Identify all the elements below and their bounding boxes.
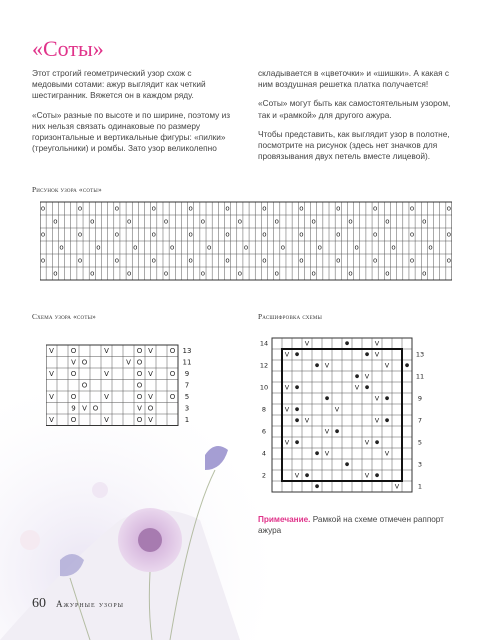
scheme-symbol: V: [104, 415, 109, 424]
scheme-symbol: O: [70, 415, 77, 424]
yarn-over-mark: o: [53, 269, 58, 278]
yarn-over-mark: o: [409, 256, 415, 265]
yarn-over-mark: o: [127, 269, 132, 278]
decoding-symbol: ●: [344, 461, 350, 468]
row-number: 5: [184, 392, 190, 401]
row-number: 14: [259, 339, 269, 348]
text-column-right: [258, 68, 458, 170]
note: [258, 514, 468, 536]
yarn-over-mark: o: [299, 230, 304, 239]
decoding-symbol: V: [364, 438, 370, 447]
row-number: 5: [417, 438, 423, 447]
scheme-symbol: O: [169, 392, 176, 401]
scheme-symbol: V: [49, 346, 54, 355]
yarn-over-mark: o: [77, 230, 83, 239]
paragraph: «Соты» разные по высоте и по ширине, поэтому из них нельзя связать одинаковые по размеру горизонтальные и вертикальные фигуры: «пилки» (треугольники) и ромбы. Зато узор великолепно: [32, 109, 231, 154]
row-number: 7: [184, 381, 190, 390]
yarn-over-mark: o: [348, 269, 353, 278]
decoding-symbol: ●: [364, 384, 370, 391]
yarn-over-mark: o: [262, 230, 267, 239]
yarn-over-mark: o: [372, 230, 378, 239]
decoding-symbol: V: [324, 449, 330, 458]
yarn-over-mark: o: [170, 243, 175, 252]
decoding-symbol: ●: [314, 483, 320, 490]
decoding-symbol: V: [384, 449, 390, 458]
yarn-over-mark: o: [422, 269, 427, 278]
row-number: 1: [184, 415, 190, 424]
yarn-over-mark: o: [336, 256, 341, 265]
note-label: Примечание.: [258, 515, 311, 524]
caption-scheme: Схема узора «соты»: [32, 312, 97, 321]
scheme-grid: [46, 343, 206, 427]
decoding-symbol: V: [284, 438, 290, 447]
scheme-symbol: V: [104, 346, 109, 355]
yarn-over-mark: o: [336, 204, 341, 213]
yarn-over-mark: o: [96, 243, 101, 252]
page-title: «Соты»: [32, 36, 104, 61]
decoding-symbol: V: [374, 394, 380, 403]
yarn-over-mark: o: [311, 269, 316, 278]
decoding-symbol: V: [304, 339, 310, 348]
decoding-symbol: V: [304, 416, 310, 425]
scheme-symbol: O: [81, 381, 88, 390]
decoding-symbol: V: [354, 383, 360, 392]
yarn-over-mark: o: [311, 217, 316, 226]
yarn-over-mark: o: [409, 204, 415, 213]
paragraph: Этот строгий геометрический узор схож с медовыми сотами: ажур выглядит как четкий шестигранник. Вяжется он в каждом ряду.: [32, 68, 206, 101]
page-footer: [32, 594, 124, 612]
scheme-symbol: V: [148, 415, 153, 424]
row-number: 12: [259, 361, 269, 370]
decoding-symbol: ●: [294, 417, 300, 424]
decoding-symbol: ●: [344, 340, 350, 347]
scheme-symbol: V: [82, 404, 87, 413]
scheme-symbol: V: [49, 415, 54, 424]
decoding-symbol: ●: [334, 428, 340, 435]
row-number: 13: [182, 346, 192, 355]
decoding-grid: [258, 336, 430, 498]
yarn-over-mark: o: [90, 217, 95, 226]
decoding-symbol: V: [364, 471, 370, 480]
decoding-symbol: ●: [384, 417, 390, 424]
caption-drawing: Рисунок узора «соты»: [32, 185, 102, 194]
decoding-symbol: V: [374, 339, 380, 348]
yarn-over-mark: o: [225, 204, 230, 213]
decoding-symbol: ●: [364, 351, 370, 358]
yarn-over-mark: o: [391, 243, 396, 252]
scheme-symbol: V: [104, 369, 109, 378]
decoding-symbol: ●: [294, 351, 300, 358]
decoding-symbol: ●: [304, 472, 310, 479]
yarn-over-mark: o: [151, 230, 156, 239]
decoding-symbol: ●: [294, 406, 300, 413]
scheme-symbol: O: [136, 381, 143, 390]
decoding-symbol: ●: [354, 373, 360, 380]
row-number: 9: [417, 394, 423, 403]
decoding-symbol: V: [364, 372, 370, 381]
scheme-symbol: O: [136, 369, 143, 378]
yarn-over-mark: o: [40, 204, 46, 213]
decoding-symbol: V: [284, 405, 290, 414]
yarn-over-mark: o: [299, 204, 304, 213]
paragraph: «Соты» могут быть как самостоятельным узором, так и «рамкой» для другого ажура.: [258, 98, 451, 120]
yarn-over-mark: o: [133, 243, 138, 252]
decoding-symbol: V: [394, 482, 400, 491]
decoding-symbol: V: [334, 405, 340, 414]
paragraph: складывается в «цветочки» и «шишки». А какая с ним воздушная решетка платка получается!: [258, 68, 450, 90]
note-text: Рамкой на схеме отмечен раппорт ажура: [258, 515, 444, 535]
yarn-over-mark: o: [243, 243, 249, 252]
yarn-over-mark: o: [163, 217, 169, 226]
row-number: 11: [182, 358, 192, 367]
yarn-over-mark: o: [274, 217, 279, 226]
yarn-over-mark: o: [188, 230, 193, 239]
scheme-symbol: O: [92, 404, 99, 413]
row-number: 8: [261, 405, 267, 414]
yarn-over-mark: o: [274, 269, 279, 278]
decoding-symbol: ●: [314, 450, 320, 457]
yarn-over-mark: o: [422, 217, 427, 226]
yarn-over-mark: o: [225, 230, 230, 239]
decoding-symbol: V: [374, 350, 380, 359]
decoding-symbol: V: [324, 361, 330, 370]
row-number: 13: [415, 350, 425, 359]
grid-lines: [40, 202, 452, 280]
decoding-symbol: V: [384, 361, 390, 370]
scheme-symbol: O: [136, 392, 143, 401]
yarn-over-mark: o: [446, 230, 452, 239]
yarn-over-mark: o: [385, 269, 390, 278]
scheme-symbol: O: [70, 392, 77, 401]
yarn-over-mark: o: [188, 204, 193, 213]
scheme-symbol: O: [169, 369, 176, 378]
scheme-symbol: V: [148, 369, 153, 378]
decoding-symbol: V: [284, 383, 290, 392]
yarn-over-mark: o: [114, 230, 120, 239]
yarn-over-mark: o: [348, 217, 353, 226]
yarn-over-mark: o: [188, 256, 193, 265]
yarn-over-mark: o: [77, 204, 83, 213]
scheme-symbol: V: [137, 404, 142, 413]
caption-decoding: Расшифровка схемы: [258, 312, 323, 321]
yarn-over-mark: o: [280, 243, 286, 252]
yarn-over-mark: o: [237, 269, 242, 278]
row-number: 9: [184, 369, 190, 378]
row-number: 1: [417, 482, 423, 491]
grid-lines: [46, 345, 178, 426]
yarn-over-mark: o: [385, 217, 390, 226]
decoding-symbol: ●: [384, 395, 390, 402]
yarn-over-mark: o: [40, 230, 46, 239]
yarn-over-mark: o: [163, 269, 169, 278]
scheme-symbol: O: [70, 369, 77, 378]
yarn-over-mark: o: [114, 204, 120, 213]
row-number: 2: [261, 471, 267, 480]
yarn-over-mark: o: [317, 243, 322, 252]
row-number: 7: [417, 416, 423, 425]
row-number: 11: [415, 372, 425, 381]
scheme-symbol: V: [49, 392, 54, 401]
yarn-over-mark: o: [151, 204, 156, 213]
row-number: 10: [259, 383, 269, 392]
yarn-over-mark: o: [262, 204, 267, 213]
page-number: 60: [32, 596, 46, 611]
yarn-over-mark: o: [200, 269, 206, 278]
scheme-symbol: O: [81, 358, 88, 367]
scheme-symbol: O: [70, 346, 77, 355]
yarn-over-mark: o: [114, 256, 120, 265]
decoding-symbol: V: [294, 471, 300, 480]
scheme-symbol: O: [169, 346, 176, 355]
yarn-over-mark: o: [446, 204, 452, 213]
yarn-over-mark: o: [446, 256, 452, 265]
yarn-over-mark: o: [127, 217, 132, 226]
yarn-over-mark: o: [225, 256, 230, 265]
yarn-over-mark: o: [336, 230, 341, 239]
yarn-over-mark: o: [409, 230, 415, 239]
yarn-over-mark: o: [151, 256, 156, 265]
decoding-symbol: ●: [404, 362, 410, 369]
scheme-symbol: O: [147, 404, 154, 413]
row-number: 3: [184, 404, 190, 413]
yarn-over-mark: o: [372, 204, 378, 213]
scheme-symbol: V: [126, 358, 131, 367]
decoding-symbol: ●: [374, 439, 380, 446]
yarn-over-mark: o: [90, 269, 95, 278]
yarn-over-mark: o: [428, 243, 433, 252]
scheme-symbol: V: [71, 358, 76, 367]
scheme-symbol: O: [136, 358, 143, 367]
decoding-symbol: V: [374, 416, 380, 425]
text-column-left: [32, 68, 232, 162]
row-number: 6: [261, 427, 267, 436]
flower-main: [118, 508, 182, 572]
yarn-over-mark: o: [200, 217, 206, 226]
yarn-over-mark: o: [77, 256, 83, 265]
row-number: 3: [417, 460, 423, 469]
yarn-over-mark: o: [262, 256, 267, 265]
decoding-symbol: ●: [374, 472, 380, 479]
decoding-symbol: V: [324, 427, 330, 436]
yarn-over-mark: o: [372, 256, 378, 265]
scheme-symbol: O: [136, 415, 143, 424]
grid-lines: [272, 338, 412, 492]
pattern-drawing-grid: [40, 200, 452, 282]
yarn-over-mark: o: [59, 243, 64, 252]
row-number: 4: [261, 449, 267, 458]
book-title: Ажурные узоры: [56, 599, 124, 609]
yarn-over-mark: o: [354, 243, 359, 252]
scheme-symbol: V: [148, 392, 153, 401]
yarn-over-mark: o: [53, 217, 58, 226]
decoding-symbol: ●: [294, 439, 300, 446]
yarn-over-mark: o: [237, 217, 242, 226]
decoding-symbol: ●: [314, 362, 320, 369]
scheme-symbol: V: [49, 369, 54, 378]
yarn-over-mark: o: [206, 243, 212, 252]
decoding-symbol: ●: [324, 395, 330, 402]
decoding-symbol: V: [284, 350, 290, 359]
scheme-symbol: O: [136, 346, 143, 355]
yarn-over-mark: o: [40, 256, 46, 265]
yarn-over-mark: o: [299, 256, 304, 265]
scheme-symbol: V: [148, 346, 153, 355]
scheme-symbol: 9: [71, 404, 76, 413]
decoding-symbol: ●: [294, 384, 300, 391]
paragraph: Чтобы представить, как выглядит узор в полотне, посмотрите на рисунок (здесь нет значков для провязывания двух петель вместе лицевой).: [258, 128, 450, 162]
scheme-symbol: V: [104, 392, 109, 401]
